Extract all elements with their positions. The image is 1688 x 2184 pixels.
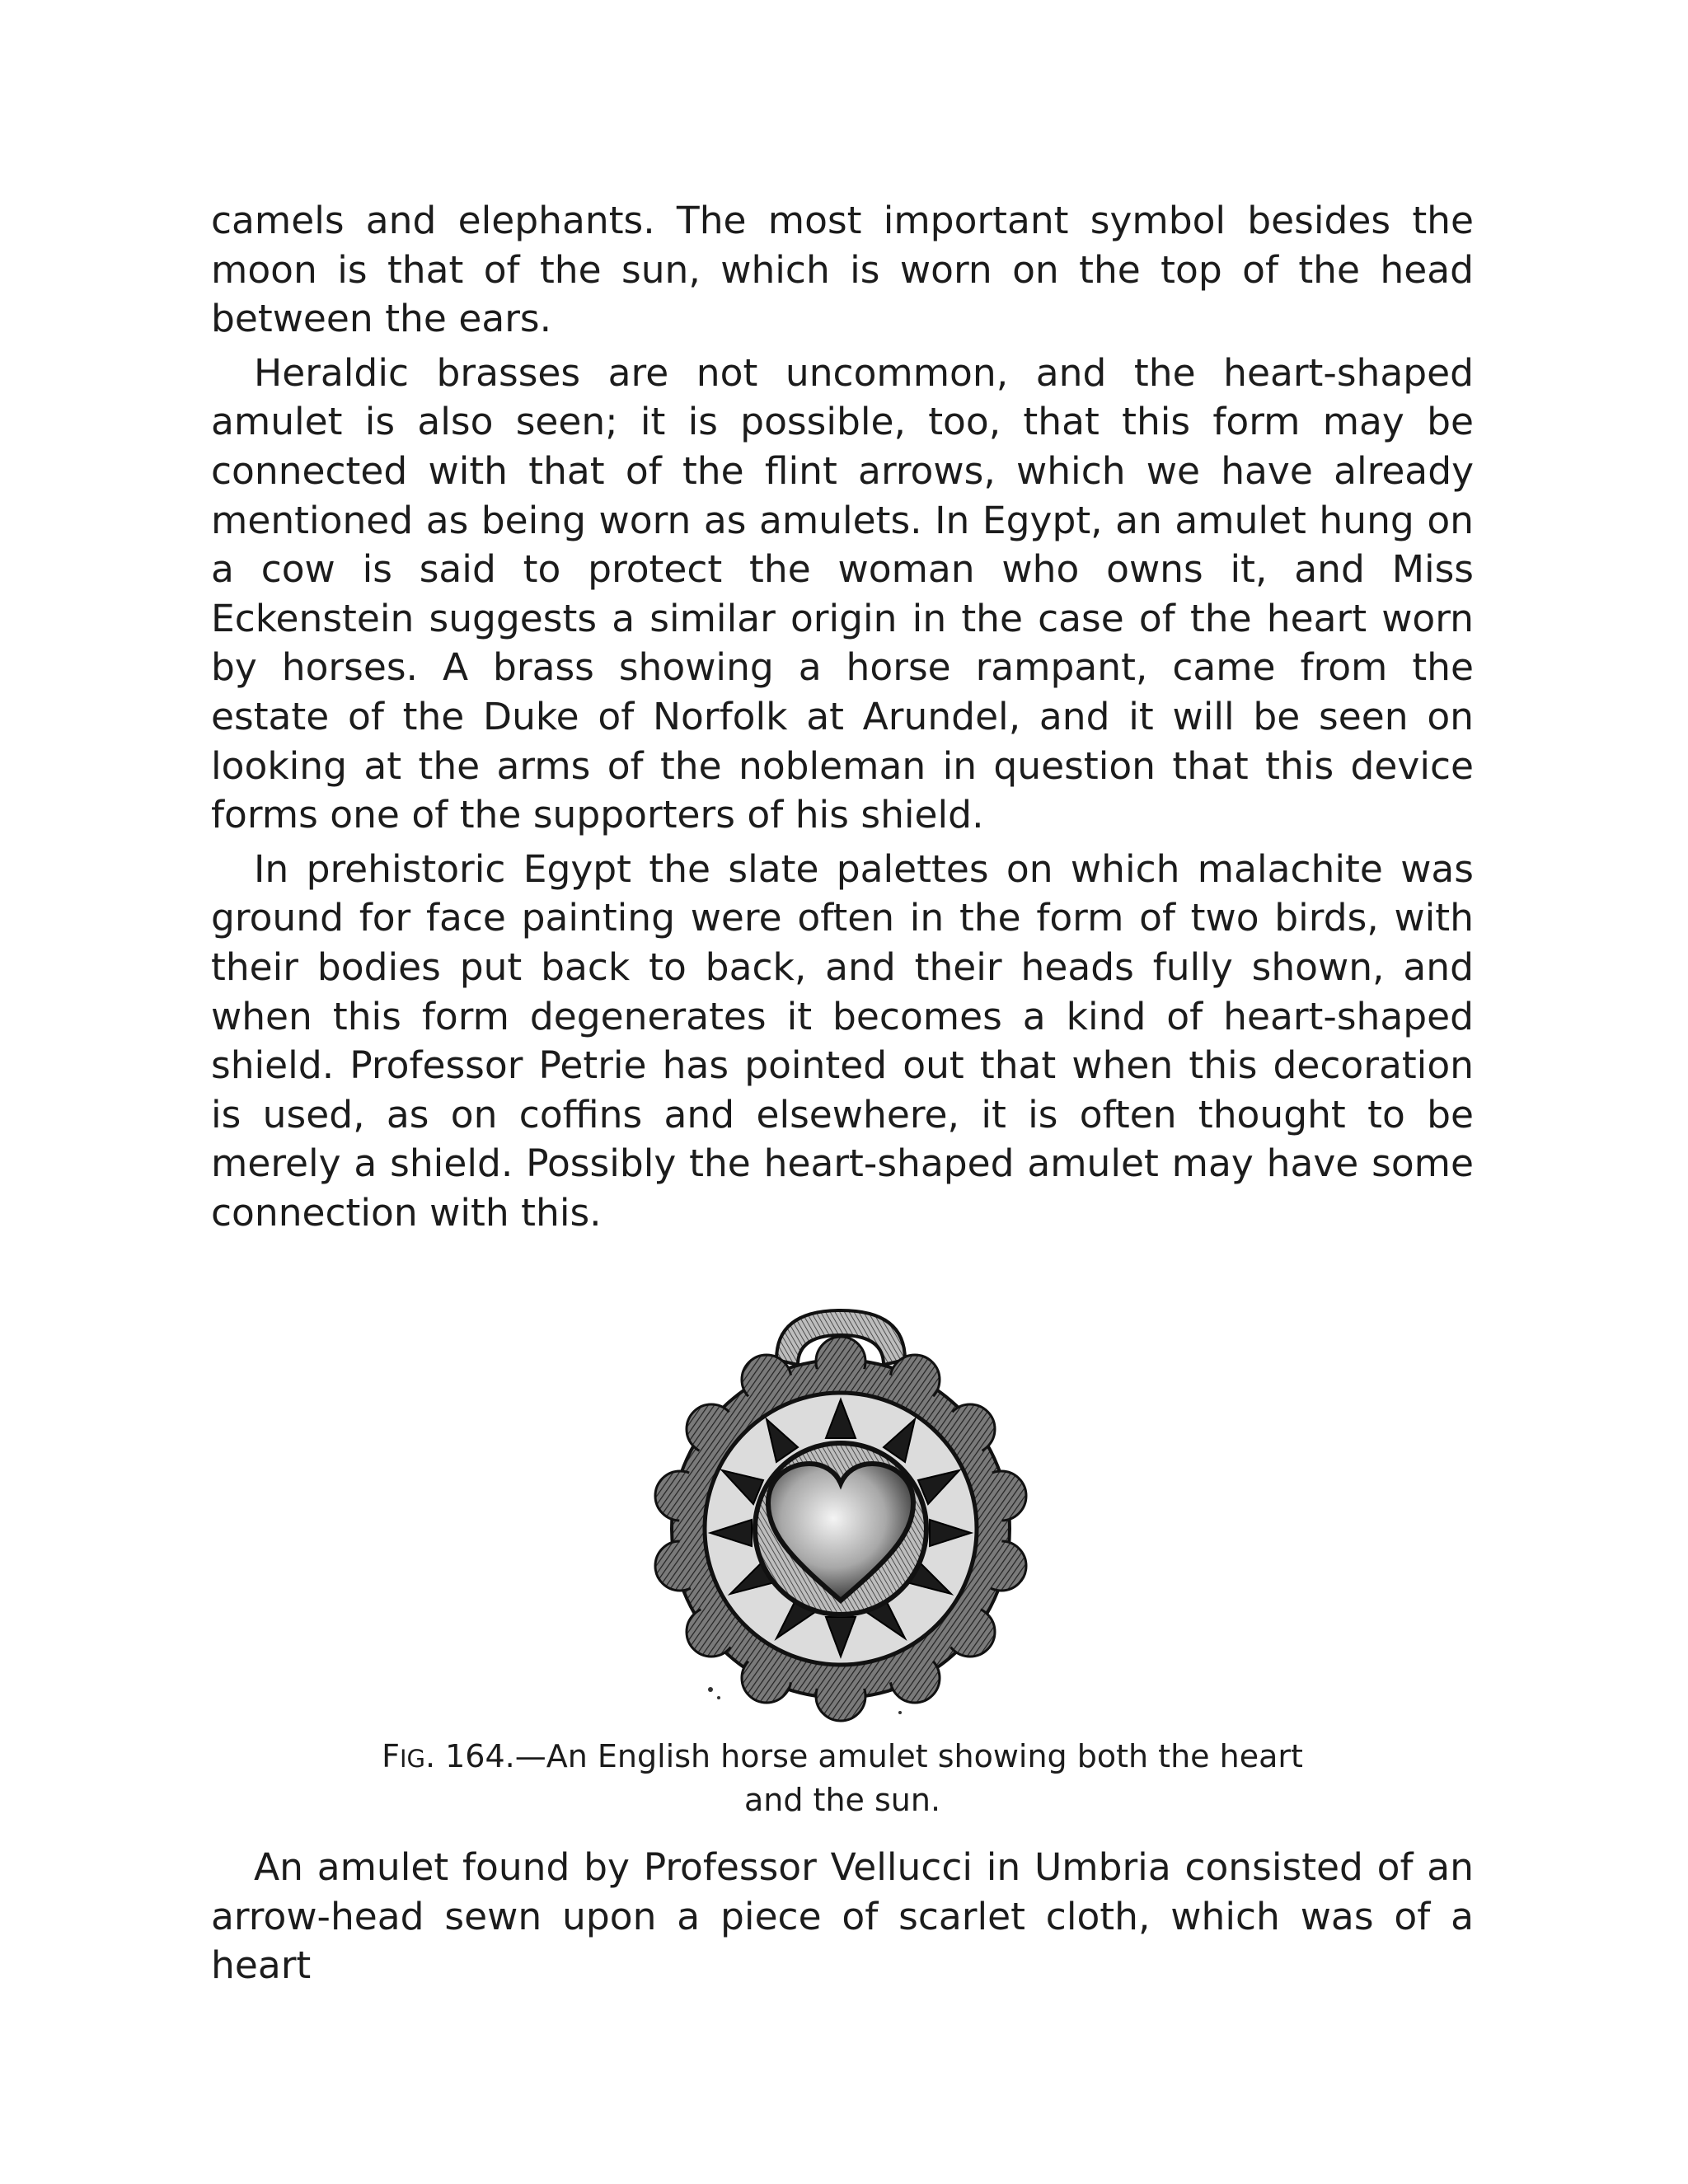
caption-line-2: and the sun.: [743, 1782, 941, 1818]
figure-164: [211, 1294, 1474, 1722]
paragraph-2: Heraldic brasses are not uncommon, and the heart-shaped amulet is also seen; it is possible, too, that this form may be connected with that of the flint arrows, which we have already mentioned as being worn as amulets. In Egypt, an amulet hung on a cow is said to protect the woman who owns it, and Miss Eckenstein suggests a similar origin in the case of the heart worn by horses. A brass showing a horse rampant, came from the estate of the Duke of Norfolk at Arundel, and it will be seen on looking at the arms of the nobleman in question that this device forms one of the supporters of his shield.: [211, 350, 1474, 837]
caption-line-1: FIG. 164.—An English horse amulet showing both the heart: [382, 1738, 1303, 1774]
text-column-top: [211, 196, 1474, 1242]
horse-amulet-illustration: [653, 1294, 1029, 1722]
paragraph-4: An amulet found by Professor Vellucci in Umbria consisted of an arrow-head sewn upon a piece of scarlet cloth, which was of a heart: [211, 1845, 1474, 1988]
text-column-bottom: [211, 1843, 1474, 1995]
paragraph-3: In prehistoric Egypt the slate palettes on which malachite was ground for face painting were often in the form of two birds, with their bodies put back to back, and their heads fully shown, and when this form degenerates it becomes a kind of heart-shaped shield. Professor Petrie has pointed out that when this decoration is used, as on coffins and elsewhere, it is often thought to be merely a shield. Possibly the heart-shaped amulet may have some connection with this.: [211, 846, 1474, 1235]
figure-caption: [211, 1736, 1474, 1821]
paragraph-1: camels and elephants. The most important symbol besides the moon is that of the sun, which is worn on the top of the head between the ears.: [211, 199, 1474, 341]
